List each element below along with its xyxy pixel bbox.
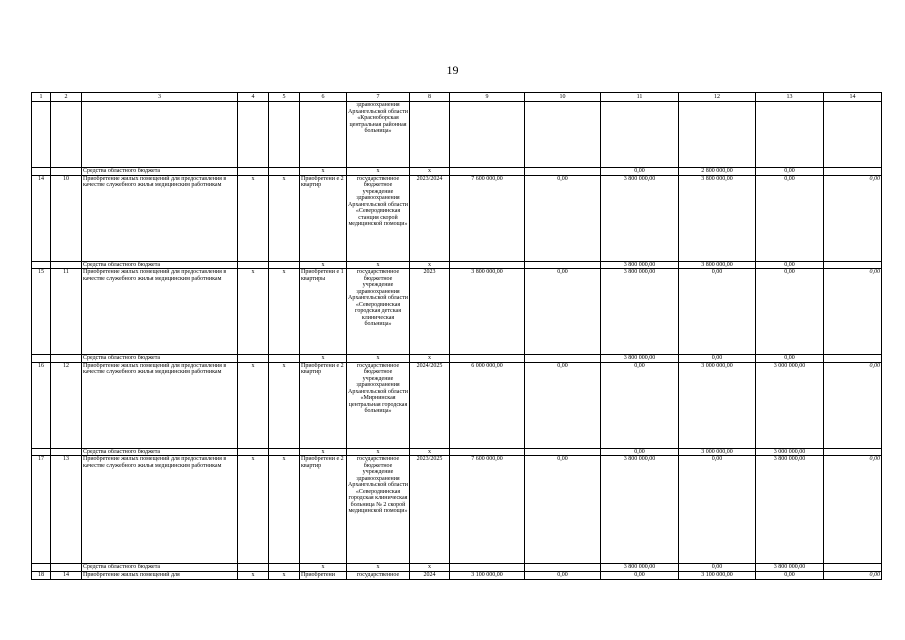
table-cell <box>450 168 525 176</box>
header-cell: 5 <box>269 93 300 102</box>
header-cell: 10 <box>525 93 601 102</box>
table-cell: x <box>269 456 300 564</box>
table-cell: 2023/2024 <box>410 175 450 261</box>
table-cell <box>51 448 82 456</box>
table-cell: 3 800 000,00 <box>601 261 679 269</box>
table-cell: 0,00 <box>824 269 882 355</box>
table-cell: 13 <box>51 456 82 564</box>
table-cell <box>238 261 269 269</box>
table-cell <box>238 168 269 176</box>
table-cell <box>51 102 82 168</box>
table-row <box>32 571 882 579</box>
table-cell <box>32 261 51 269</box>
table-cell: x <box>300 448 347 456</box>
table-cell: Приобретени е 2 квартир <box>300 175 347 261</box>
table-cell: 2023 <box>410 269 450 355</box>
table-cell: 3 800 000,00 <box>601 355 679 363</box>
table-cell <box>824 102 882 168</box>
table-cell: 0,00 <box>679 269 756 355</box>
table-cell <box>525 168 601 176</box>
table-cell: 2023/2025 <box>410 456 450 564</box>
table-cell <box>32 355 51 363</box>
table-cell: x <box>410 355 450 363</box>
table-cell <box>525 102 601 168</box>
table-cell <box>32 102 51 168</box>
table-cell: Средства областного бюджета <box>82 564 238 572</box>
table-row <box>32 102 882 168</box>
table-cell: x <box>238 175 269 261</box>
table-cell: 2024 <box>410 571 450 579</box>
table-cell: 0,00 <box>601 448 679 456</box>
table-cell: 0,00 <box>824 571 882 579</box>
table-cell: государственное бюджетное учреждение здравоохранения Архангельской области «Мирнинская центральная городская больница» <box>347 362 410 448</box>
table-cell <box>450 102 525 168</box>
table-cell: 0,00 <box>679 564 756 572</box>
table-cell: 11 <box>51 269 82 355</box>
table-cell: x <box>238 269 269 355</box>
header-cell: 1 <box>32 93 51 102</box>
table-cell <box>32 168 51 176</box>
table-cell: x <box>269 571 300 579</box>
table-cell: x <box>347 168 410 176</box>
header-cell: 12 <box>679 93 756 102</box>
table-cell: 14 <box>32 175 51 261</box>
table-cell: 0,00 <box>756 168 824 176</box>
table-row <box>32 362 882 448</box>
table-cell: 0,00 <box>525 571 601 579</box>
table-cell: 0,00 <box>525 175 601 261</box>
table-row <box>32 175 882 261</box>
table-cell: 0,00 <box>756 269 824 355</box>
table-cell: 3 800 000,00 <box>756 456 824 564</box>
table-cell: 6 000 000,00 <box>450 362 525 448</box>
table-cell: государственное <box>347 571 410 579</box>
table-cell: 0,00 <box>525 269 601 355</box>
header-cell: 13 <box>756 93 824 102</box>
header-cell: 8 <box>410 93 450 102</box>
table-cell: 3 800 000,00 <box>679 261 756 269</box>
table-cell: 0,00 <box>756 261 824 269</box>
header-cell: 2 <box>51 93 82 102</box>
table-cell: x <box>269 362 300 448</box>
table-cell: x <box>269 269 300 355</box>
table-cell <box>51 168 82 176</box>
table-cell: x <box>347 261 410 269</box>
header-cell: 11 <box>601 93 679 102</box>
table-cell: 0,00 <box>756 571 824 579</box>
table-cell: Приобретени е 2 квартир <box>300 362 347 448</box>
table-cell: 7 600 000,00 <box>450 456 525 564</box>
table-cell <box>300 102 347 168</box>
table-cell <box>238 102 269 168</box>
table-cell: x <box>269 175 300 261</box>
table-cell <box>450 355 525 363</box>
table-cell: 3 800 000,00 <box>756 564 824 572</box>
table-cell: 0,00 <box>679 456 756 564</box>
table-cell: 7 600 000,00 <box>450 175 525 261</box>
budget-row <box>32 564 882 572</box>
budget-row <box>32 448 882 456</box>
table-cell: государственное бюджетное учреждение здравоохранения Архангельской области «Северодвинская городская детская клиническая больница» <box>347 269 410 355</box>
table-cell <box>238 355 269 363</box>
table-cell <box>756 102 824 168</box>
table-cell <box>238 448 269 456</box>
table-cell: Приобретени е 2 квартир <box>300 456 347 564</box>
table-cell: x <box>300 355 347 363</box>
table-cell: 3 100 000,00 <box>450 571 525 579</box>
table-cell <box>450 448 525 456</box>
table-cell: 0,00 <box>756 355 824 363</box>
table-cell <box>525 448 601 456</box>
table-cell: Приобретение жилых помещений для предоставления в качестве служебного жилья медицинским работникам <box>82 269 238 355</box>
table-cell <box>269 261 300 269</box>
table-cell: x <box>300 564 347 572</box>
table-cell: x <box>300 168 347 176</box>
table-cell: 2024/2025 <box>410 362 450 448</box>
page-number: 19 <box>446 63 459 77</box>
table-cell: x <box>238 571 269 579</box>
table-cell: 0,00 <box>756 175 824 261</box>
table-cell <box>32 448 51 456</box>
table-cell: x <box>410 448 450 456</box>
table-cell: здравоохранения Архангельской области «Красноборская центральная районная больница» <box>347 102 410 168</box>
table-cell: 16 <box>32 362 51 448</box>
header-cell: 9 <box>450 93 525 102</box>
table-cell <box>525 564 601 572</box>
table-cell <box>450 564 525 572</box>
table-cell <box>824 564 882 572</box>
table-cell: 3 800 000,00 <box>601 175 679 261</box>
table-cell: 0,00 <box>824 456 882 564</box>
table-row <box>32 456 882 564</box>
table-cell: 2 800 000,00 <box>679 168 756 176</box>
table-cell: 10 <box>51 175 82 261</box>
budget-row <box>32 168 882 176</box>
table-cell: 3 000 000,00 <box>679 448 756 456</box>
table-cell: 12 <box>51 362 82 448</box>
table-cell: 0,00 <box>525 362 601 448</box>
table-cell <box>824 355 882 363</box>
table-cell <box>525 355 601 363</box>
table-cell <box>269 102 300 168</box>
table-cell: x <box>347 564 410 572</box>
table-cell: 3 800 000,00 <box>679 175 756 261</box>
table-cell: x <box>238 456 269 564</box>
table-cell: 0,00 <box>679 355 756 363</box>
table-cell: 0,00 <box>824 362 882 448</box>
table-cell: 15 <box>32 269 51 355</box>
table-cell: 18 <box>32 571 51 579</box>
table-cell: 0,00 <box>601 362 679 448</box>
table-cell <box>450 261 525 269</box>
budget-row <box>32 355 882 363</box>
table-cell: Приобретение жилых помещений для предоставления в качестве служебного жилья медицинским работникам <box>82 362 238 448</box>
table-cell: 3 100 000,00 <box>679 571 756 579</box>
table-cell: Приобретени <box>300 571 347 579</box>
table-cell <box>525 261 601 269</box>
table-cell: x <box>410 564 450 572</box>
header-cell: 3 <box>82 93 238 102</box>
budget-row <box>32 261 882 269</box>
table-cell: 0,00 <box>601 168 679 176</box>
table-cell: 17 <box>32 456 51 564</box>
table-cell: 3 800 000,00 <box>601 564 679 572</box>
header-cell: 4 <box>238 93 269 102</box>
table-cell: 0,00 <box>525 456 601 564</box>
table-cell <box>32 564 51 572</box>
table-cell: 0,00 <box>824 175 882 261</box>
table-cell <box>51 261 82 269</box>
table-cell: Приобретение жилых помещений для <box>82 571 238 579</box>
table-header-row <box>32 93 882 102</box>
table-cell <box>238 564 269 572</box>
table-cell: государственное бюджетное учреждение здравоохранения Архангельской области «Северодвинская станция скорой медицинской помощи» <box>347 175 410 261</box>
header-cell: 14 <box>824 93 882 102</box>
table-cell: Приобретени е 1 квартиры <box>300 269 347 355</box>
table-cell: Средства областного бюджета <box>82 261 238 269</box>
table-cell: Приобретение жилых помещений для предоставления в качестве служебного жилья медицинским работникам <box>82 175 238 261</box>
table-cell <box>51 564 82 572</box>
program-table <box>31 92 882 580</box>
table-row <box>32 269 882 355</box>
table-cell: 3 800 000,00 <box>601 269 679 355</box>
table-cell <box>824 168 882 176</box>
table-cell <box>679 102 756 168</box>
table-cell <box>601 102 679 168</box>
table-cell: x <box>410 168 450 176</box>
table-cell: Средства областного бюджета <box>82 448 238 456</box>
table-cell: 0,00 <box>601 571 679 579</box>
table-cell <box>410 102 450 168</box>
table-cell <box>824 261 882 269</box>
table-cell <box>269 355 300 363</box>
table-cell: 3 800 000,00 <box>601 456 679 564</box>
table-cell: Средства областного бюджета <box>82 168 238 176</box>
header-cell: 6 <box>300 93 347 102</box>
table-cell: x <box>238 362 269 448</box>
table-cell: Средства областного бюджета <box>82 355 238 363</box>
table-cell <box>269 448 300 456</box>
table-cell <box>51 355 82 363</box>
table-cell: x <box>410 261 450 269</box>
table-cell: 3 800 000,00 <box>450 269 525 355</box>
table-cell: государственное бюджетное учреждение здравоохранения Архангельской области «Северодвинская городская клиническая больница № 2 скорой медицинской помощи» <box>347 456 410 564</box>
table-cell: 3 000 000,00 <box>756 362 824 448</box>
table-cell: x <box>300 261 347 269</box>
table-cell <box>82 102 238 168</box>
table-cell <box>269 564 300 572</box>
table-cell <box>269 168 300 176</box>
table-cell: x <box>347 448 410 456</box>
table-cell <box>824 448 882 456</box>
table-cell: 3 000 000,00 <box>756 448 824 456</box>
table-cell: 3 000 000,00 <box>679 362 756 448</box>
table-cell: 14 <box>51 571 82 579</box>
header-cell: 7 <box>347 93 410 102</box>
table-cell: Приобретение жилых помещений для предоставления в качестве служебного жилья медицинским работникам <box>82 456 238 564</box>
table-cell: x <box>347 355 410 363</box>
